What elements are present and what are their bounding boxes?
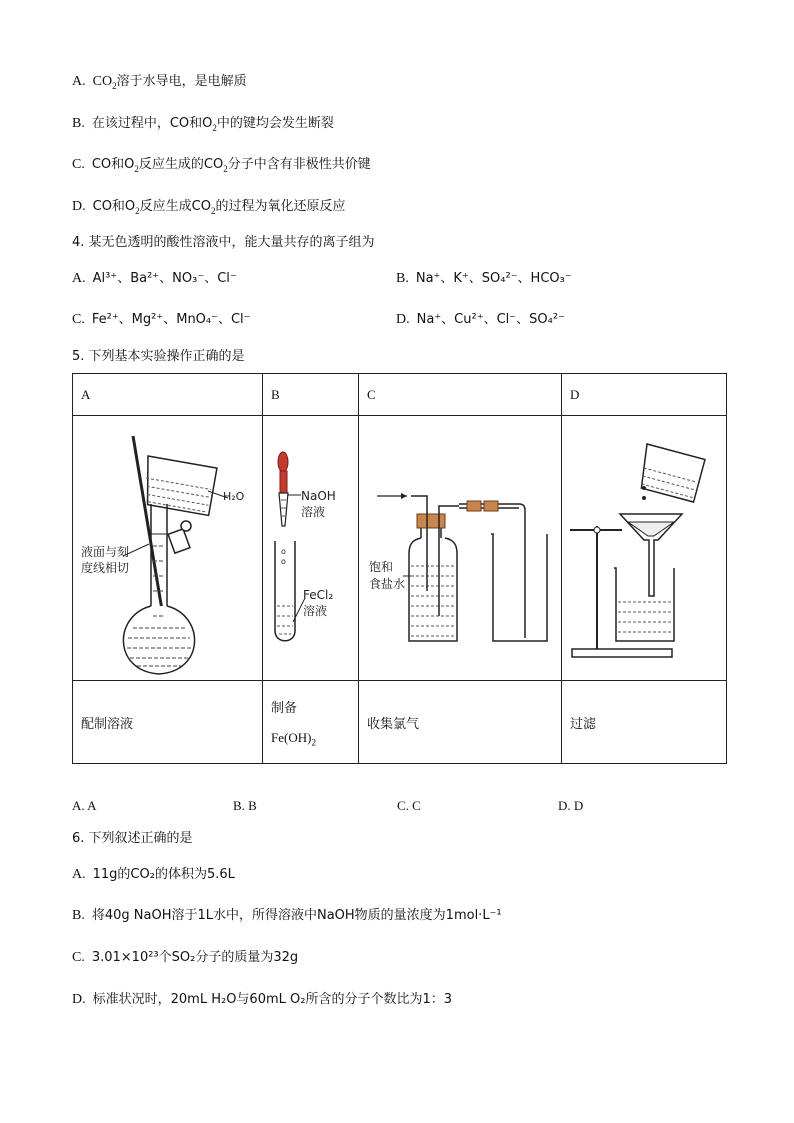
volumetric-flask-figure (73, 416, 262, 676)
q5-stem: 5. 下列基本实验操作正确的是 (72, 349, 245, 364)
q3-option-d: D. CO和$O_2$反应生成$CO_2$的过程为氧化还原反应 (72, 199, 346, 216)
dropper-testtube-figure (263, 416, 358, 676)
q4-option-a: A. Al³⁺、Ba²⁺、NO₃⁻、Cl⁻ (72, 271, 237, 286)
label-c: 收集氯气 (359, 681, 562, 764)
filter-stand (570, 526, 672, 657)
q3-option-a: A. $CO_2$溶于水导电，是电解质 (72, 74, 247, 91)
header-c: C (359, 374, 562, 416)
figure-c-cell (359, 416, 562, 681)
naoh-label-2: 溶液 (301, 505, 326, 519)
collection-beaker (491, 534, 547, 641)
pouring-beaker-d (636, 444, 705, 502)
water-label: H₂O (223, 490, 245, 503)
dropper (278, 452, 288, 526)
fecl2-label-1: FeCl₂ (303, 588, 334, 602)
figure-b-cell (263, 416, 359, 681)
label-b: 制备 $Fe(OH)_2$ (263, 681, 359, 764)
q3-option-b: B. 在该过程中，CO和$O_2$中的键均会发生断裂 (72, 116, 334, 133)
figure-d-cell (562, 416, 727, 681)
experiment-table (72, 373, 727, 764)
q5-option-d: D. D (558, 798, 584, 813)
header-d: D (562, 374, 727, 416)
q4-option-d: D. Na⁺、Cu²⁺、Cl⁻、SO₄²⁻ (396, 312, 565, 327)
wash-bottle (409, 496, 459, 641)
fecl2-label-2: 溶液 (303, 604, 328, 618)
figure-a-cell (73, 416, 263, 681)
liquid-level-label-2: 度线相切 (81, 561, 130, 575)
q6-option-b: B. 将40g NaOH溶于1L水中，所得溶液中NaOH物质的量浓度为1mol·L⁻¹ (72, 908, 502, 923)
q6-option-c: C. 3.01×10²³个SO₂分子的质量为32g (72, 950, 299, 965)
q3-option-c: C. CO和$O_2$反应生成的$CO_2$分子中含有非极性共价键 (72, 157, 371, 174)
brine-label-2: 食盐水 (369, 577, 406, 591)
label-a: 配制溶液 (73, 681, 263, 764)
test-tube (275, 541, 295, 641)
funnel (620, 514, 682, 596)
label-d: 过滤 (562, 681, 727, 764)
q4-option-c: C. Fe²⁺、Mg²⁺、MnO₄⁻、Cl⁻ (72, 312, 251, 327)
gas-collection-figure (359, 416, 561, 676)
naoh-label-1: NaOH (301, 489, 336, 503)
q5-option-a: A. A (72, 798, 97, 813)
filtration-figure (562, 416, 726, 676)
q4-option-b: B. Na⁺、K⁺、SO₄²⁻、HCO₃⁻ (396, 271, 572, 286)
flask-stopper (168, 521, 191, 553)
header-a: A (73, 374, 263, 416)
header-b: B (263, 374, 359, 416)
liquid-level-label-1: 液面与刻 (81, 545, 130, 559)
q5-option-b: B. B (233, 798, 257, 813)
brine-label-1: 饱和 (369, 560, 394, 574)
svg-text:o: o (281, 557, 286, 566)
receiving-beaker (614, 568, 674, 641)
q6-option-d: D. 标准状况时，20mL H₂O与60mL O₂所含的分子个数比为1：3 (72, 992, 452, 1007)
q6-stem: 6. 下列叙述正确的是 (72, 831, 193, 846)
q6-option-a: A. 11g的CO₂的体积为5.6L (72, 867, 235, 882)
connector-tube (459, 501, 525, 638)
q4-stem: 4. 某无色透明的酸性溶液中，能大量共存的离子组为 (72, 235, 375, 250)
q5-option-c: C. C (397, 798, 421, 813)
svg-text:o: o (281, 547, 286, 556)
